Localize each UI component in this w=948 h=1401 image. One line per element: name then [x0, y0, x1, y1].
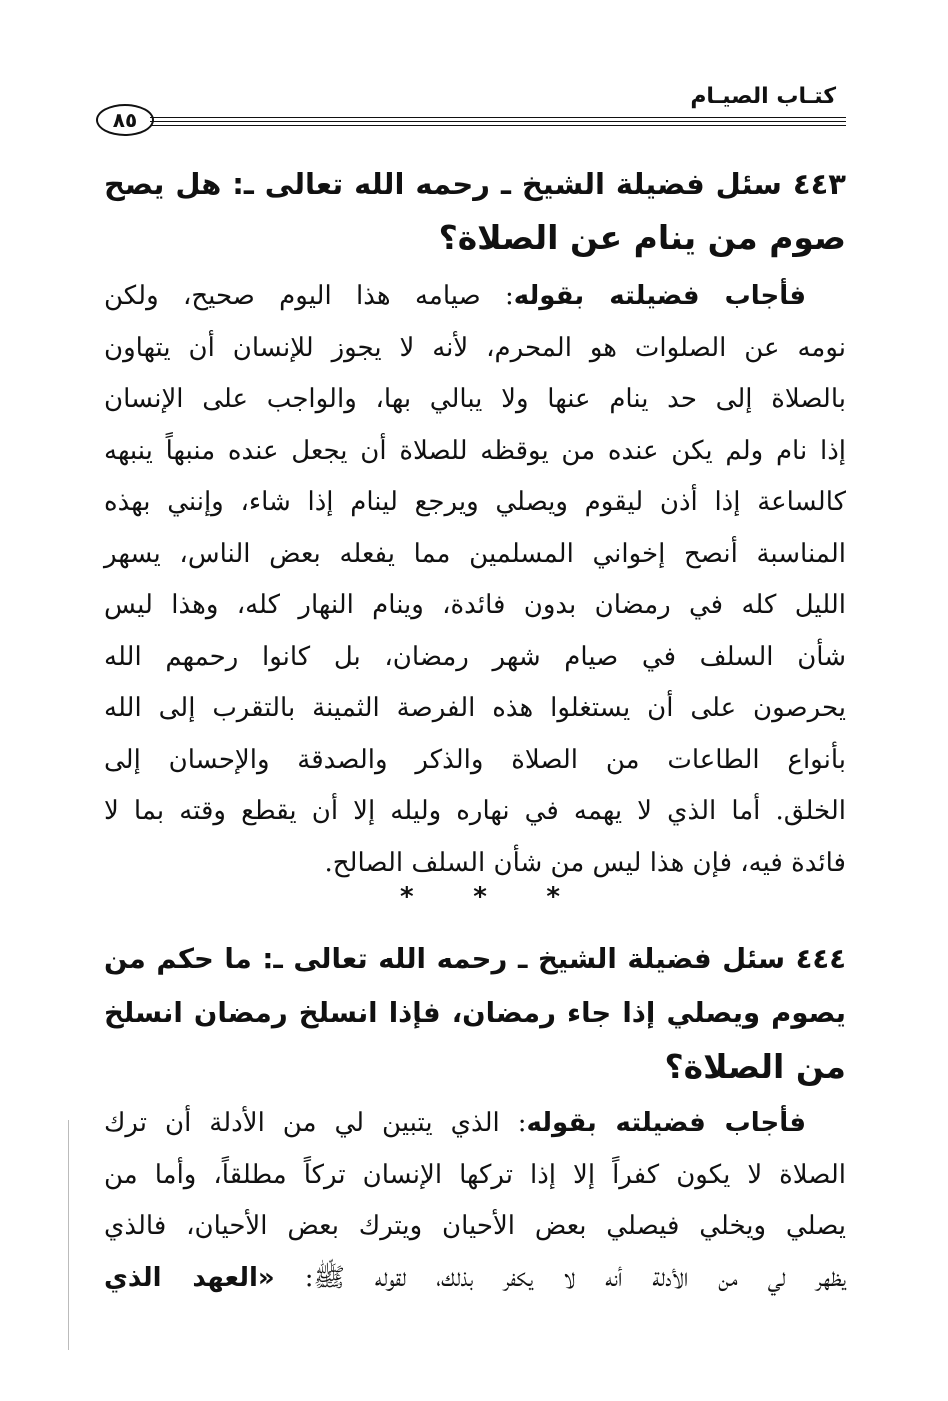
answer-first-line	[104, 271, 846, 323]
scan-margin-line	[68, 1120, 69, 1350]
answer-line: يحرصون على أن يستغلوا هذه الفرصة الثمينة بالتقرب إلى الله	[104, 693, 846, 723]
answer-line: كالساعة إذا أذن ليقوم ويصلي ويرجع لينام إذا شاء، وإنني بهذه	[104, 487, 846, 517]
answer-line: الصلاة لا يكون كفراً إلا إذا تركها الإنسان تركاً مطلقاً، وأما من	[104, 1159, 846, 1190]
question-443	[104, 157, 846, 265]
answer-line: نومه عن الصلوات هو المحرم، لأنه لا يجوز للإنسان أن يتهاون	[104, 332, 846, 363]
answer-444	[104, 1098, 846, 1304]
question-444	[104, 932, 846, 1094]
answer-line: بأنواع الطاعات من الصلاة والذكر والصدقة والإحسان إلى	[104, 744, 846, 775]
answer-text: : الذي يتبين لي من الأدلة أن ترك	[104, 1108, 527, 1138]
page-number: ٨٥	[112, 108, 138, 132]
question-line: ٤٤٤ سئل فضيلة الشيخ ـ رحمه الله تعالى ـ: ما حكم من	[104, 943, 846, 975]
question-line: يصوم ويصلي إذا جاء رمضان، فإذا انسلخ رمضان انسلخ	[104, 997, 846, 1029]
answer-443	[104, 271, 846, 889]
header-rule	[150, 121, 846, 122]
answer-text: يظهر لي من الأدلة أنه لا يكفر بذلك، لقوله ﷺ:	[274, 1262, 846, 1293]
question-line: صوم من ينام عن الصلاة؟	[438, 218, 846, 257]
answer-line: فائدة فيه، فإن هذا ليس من شأن السلف الصالح.	[324, 847, 846, 878]
answer-first-line	[104, 1098, 846, 1150]
answer-line: الليل كله في رمضان بدون فائدة، وينام النهار كله، وهذا ليس	[104, 590, 846, 620]
answer-line: إذا نام ولم يكن عنده من يوقظه للصلاة أن يجعل عنده منبهاً ينبهه	[104, 435, 846, 466]
answer-line: المناسبة أنصح إخواني المسلمين مما يفعله بعض الناس، يسهر	[104, 538, 846, 569]
question-line: ٤٤٣ سئل فضيلة الشيخ ـ رحمه الله تعالى ـ: هل يصح	[104, 167, 846, 201]
separator-star: *	[546, 882, 560, 912]
answer-line: يصلي ويخلي فيصلي بعض الأحيان ويترك بعض الأحيان، فالذي	[104, 1211, 846, 1241]
header-rule	[150, 125, 846, 126]
answer-line: بالصلاة إلى حد ينام عنها ولا يبالي بها، والواجب على الإنسان	[104, 384, 846, 414]
section-separator	[400, 882, 560, 912]
answer-lead: فأجاب فضيلته بقوله	[513, 281, 807, 311]
hadith-quote: «العهد الذي	[104, 1262, 275, 1293]
separator-star: *	[473, 882, 487, 912]
answer-line: الخلق. أما الذي لا يهمه في نهاره وليله إلا أن يقطع وقته بما لا	[104, 796, 846, 826]
header-rule	[150, 117, 846, 118]
answer-lead: فأجاب فضيلته بقوله	[526, 1108, 806, 1138]
answer-line: شأن السلف في صيام شهر رمضان، بل كانوا رحمهم الله	[104, 641, 846, 672]
question-line: من الصلاة؟	[664, 1047, 846, 1086]
running-header-title: كتـاب الصيـام	[690, 84, 836, 109]
page-number-badge	[96, 104, 154, 136]
answer-text: : صيامه هذا اليوم صحيح، ولكن	[104, 281, 514, 311]
separator-star: *	[400, 882, 414, 912]
answer-last-line	[104, 1253, 846, 1305]
